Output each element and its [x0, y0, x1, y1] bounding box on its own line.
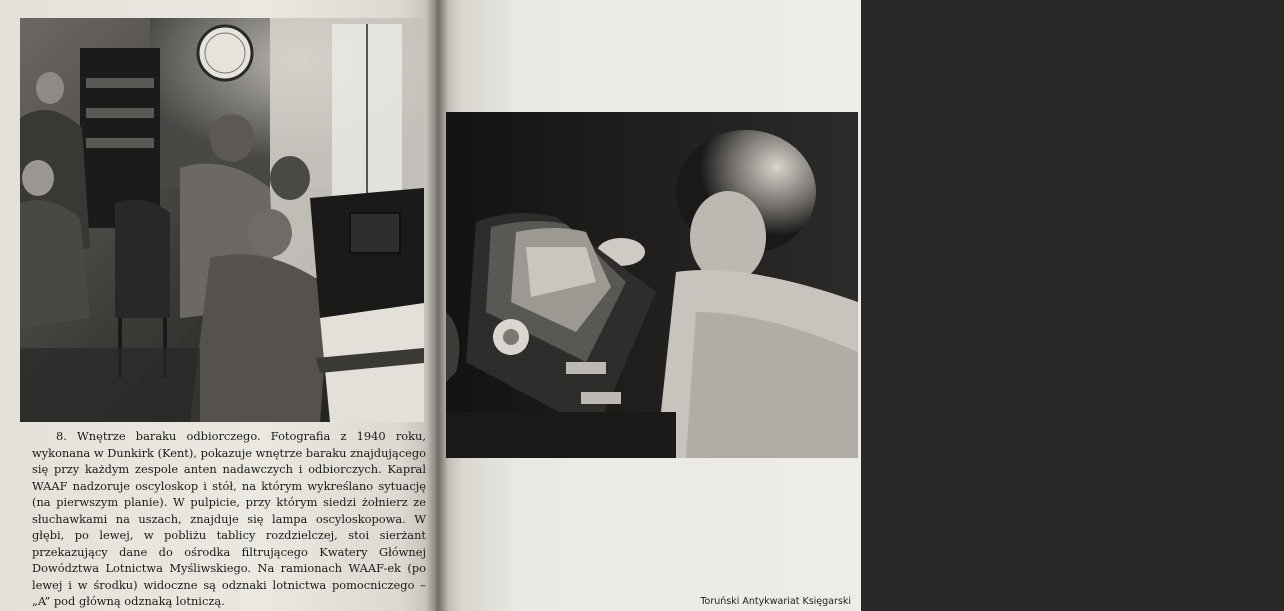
book-gutter [426, 0, 448, 611]
caption-photo-8-text: 8. Wnętrze baraku odbiorczego. Fotografia z 1940 roku, wykonana w Dunkirk (Kent), pokazuje wnętrze baraku znajdującego się przy każdym zespole anten nadawczych i odbiorczych. Kapral WAAF nadzoruje oscyloskop i stół, na którym wykreślano sytuację (na pierwszym planie). W pulpicie, przy którym siedzi żołnierz ze słuchawkami na uszach, znajduje się lampa oscyloskopowa. W głębi, po lewej, w pobliżu tablicy rozdzielczej, stoi sierżant przekazujący dane do ośrodka filtrującego Kwatery Głównej Dowództwa Lotnictwa Myśliwskiego. Na ramionach WAAF-ek (po lewej i w środku) widoczne są odznaki lotnictwa pomocniczego – „A” pod główną odznaką lotniczą. [32, 429, 426, 608]
caption-photo-9 [898, 461, 1284, 527]
caption-photo-9-text: 9. Przed ekranem lampy oscyloskopowej. Kobiety jako operatorki okazały się niezwykle sprawne przy tej bardzo trudnej i męczącej pracy. Twierdzono je pomimo obaw, że ulegną panice w razie ataku na instalacje. Udowodniły swą przydatność. [898, 462, 1284, 526]
photo-oscilloscope-operator [446, 112, 858, 458]
right-page [436, 0, 1284, 611]
left-page [0, 0, 436, 611]
caption-photo-8 [32, 428, 426, 610]
photo-receiving-hut-svg [20, 18, 424, 422]
photo-receiving-hut-interior [20, 18, 424, 422]
watermark: Toruński Antykwariat Księgarski [700, 596, 851, 607]
photo-oscilloscope-svg [446, 112, 858, 458]
